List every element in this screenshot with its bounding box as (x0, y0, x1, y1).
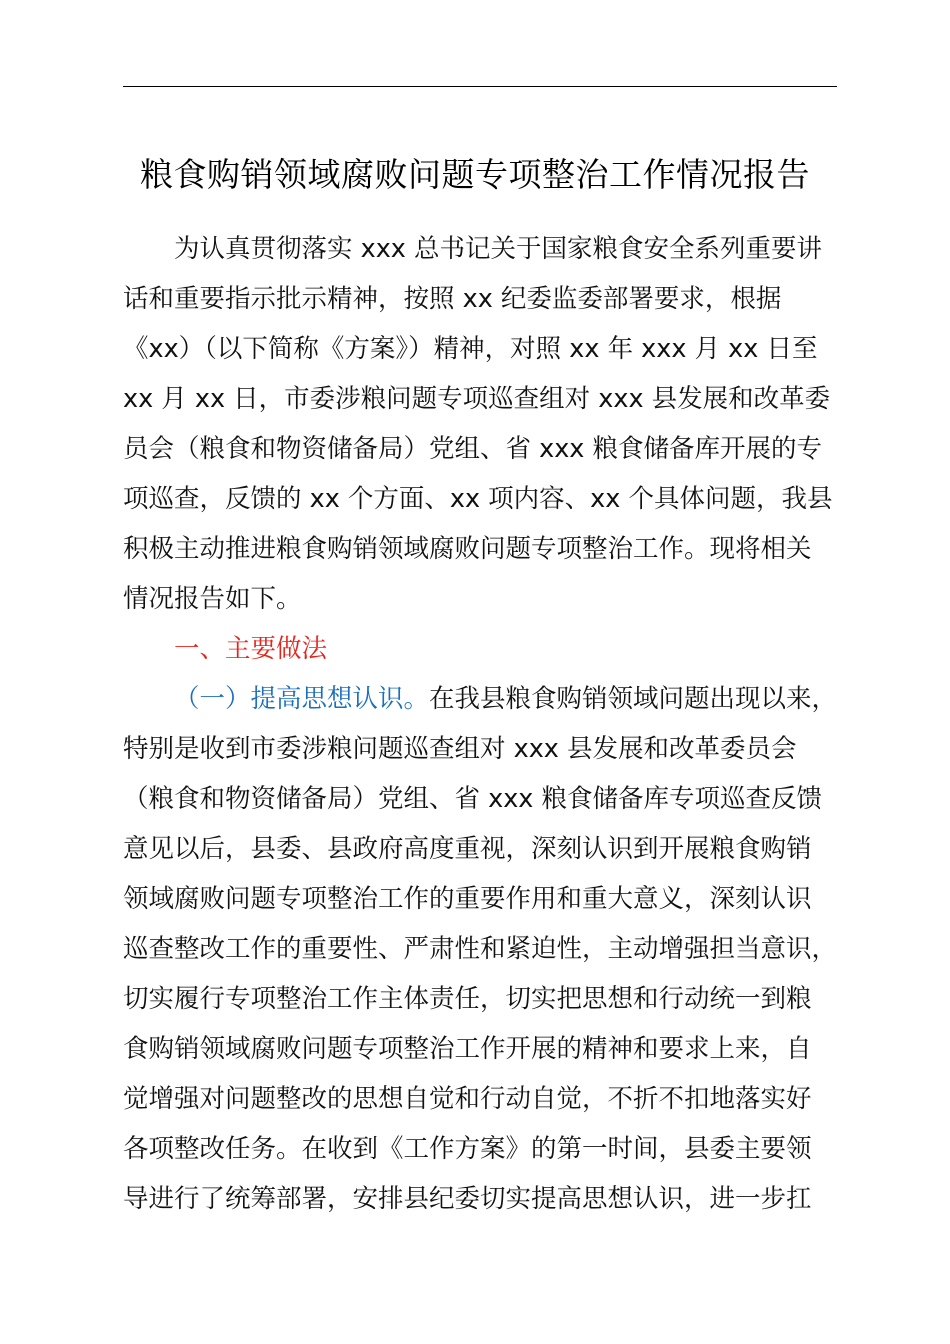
subsection-first-line-text: 在我县粮食购销领域问题出现以来， (429, 684, 838, 714)
subsection-line: 特别是收到市委涉粮问题巡查组对 xxx 县发展和改革委员会 (123, 734, 797, 764)
section-heading: 一、主要做法 (174, 634, 328, 664)
intro-line: 为认真贯彻落实 xxx 总书记关于国家粮食安全系列重要讲 (174, 234, 822, 264)
header-rule (123, 86, 837, 87)
subsection-line: 食购销领域腐败问题专项整治工作开展的精神和要求上来，自 (123, 1034, 812, 1064)
intro-line: 话和重要指示批示精神，按照 xx 纪委监委部署要求，根据 (123, 284, 782, 314)
subsection-line: （粮食和物资储备局）党组、省 xxx 粮食储备库专项巡查反馈 (123, 784, 822, 814)
intro-line: 积极主动推进粮食购销领域腐败问题专项整治工作。现将相关 (123, 534, 812, 564)
subsection-line: 切实履行专项整治工作主体责任，切实把思想和行动统一到粮 (123, 984, 812, 1014)
subsection-line: 觉增强对问题整改的思想自觉和行动自觉，不折不扣地落实好 (123, 1084, 812, 1114)
intro-line: 员会（粮食和物资储备局）党组、省 xxx 粮食储备库开展的专 (123, 434, 822, 464)
intro-paragraph (123, 224, 863, 1224)
document-title: 粮食购销领域腐败问题专项整治工作情况报告 (140, 155, 810, 194)
intro-line: 项巡查，反馈的 xx 个方面、xx 项内容、xx 个具体问题，我县 (123, 484, 833, 514)
subsection-line: 各项整改任务。在收到《工作方案》的第一时间，县委主要领 (123, 1134, 812, 1164)
subsection-first-line (123, 674, 863, 724)
intro-line: xx 月 xx 日，市委涉粮问题专项巡查组对 xxx 县发展和改革委 (123, 384, 831, 414)
subsection-line: 意见以后，县委、县政府高度重视，深刻认识到开展粮食购销 (123, 834, 812, 864)
subsection-line: 领域腐败问题专项整治工作的重要作用和重大意义，深刻认识 (123, 884, 812, 914)
subsection-line: 巡查整改工作的重要性、严肃性和紧迫性，主动增强担当意识， (123, 934, 838, 964)
intro-line: 情况报告如下。 (123, 584, 302, 614)
intro-line: 《xx）（以下简称《方案》）精神，对照 xx 年 xxx 月 xx 日至 (123, 334, 818, 364)
subsection-heading: （一）提高思想认识。 (174, 684, 430, 714)
subsection-line: 导进行了统筹部署，安排县纪委切实提高思想认识，进一步扛 (123, 1184, 812, 1214)
